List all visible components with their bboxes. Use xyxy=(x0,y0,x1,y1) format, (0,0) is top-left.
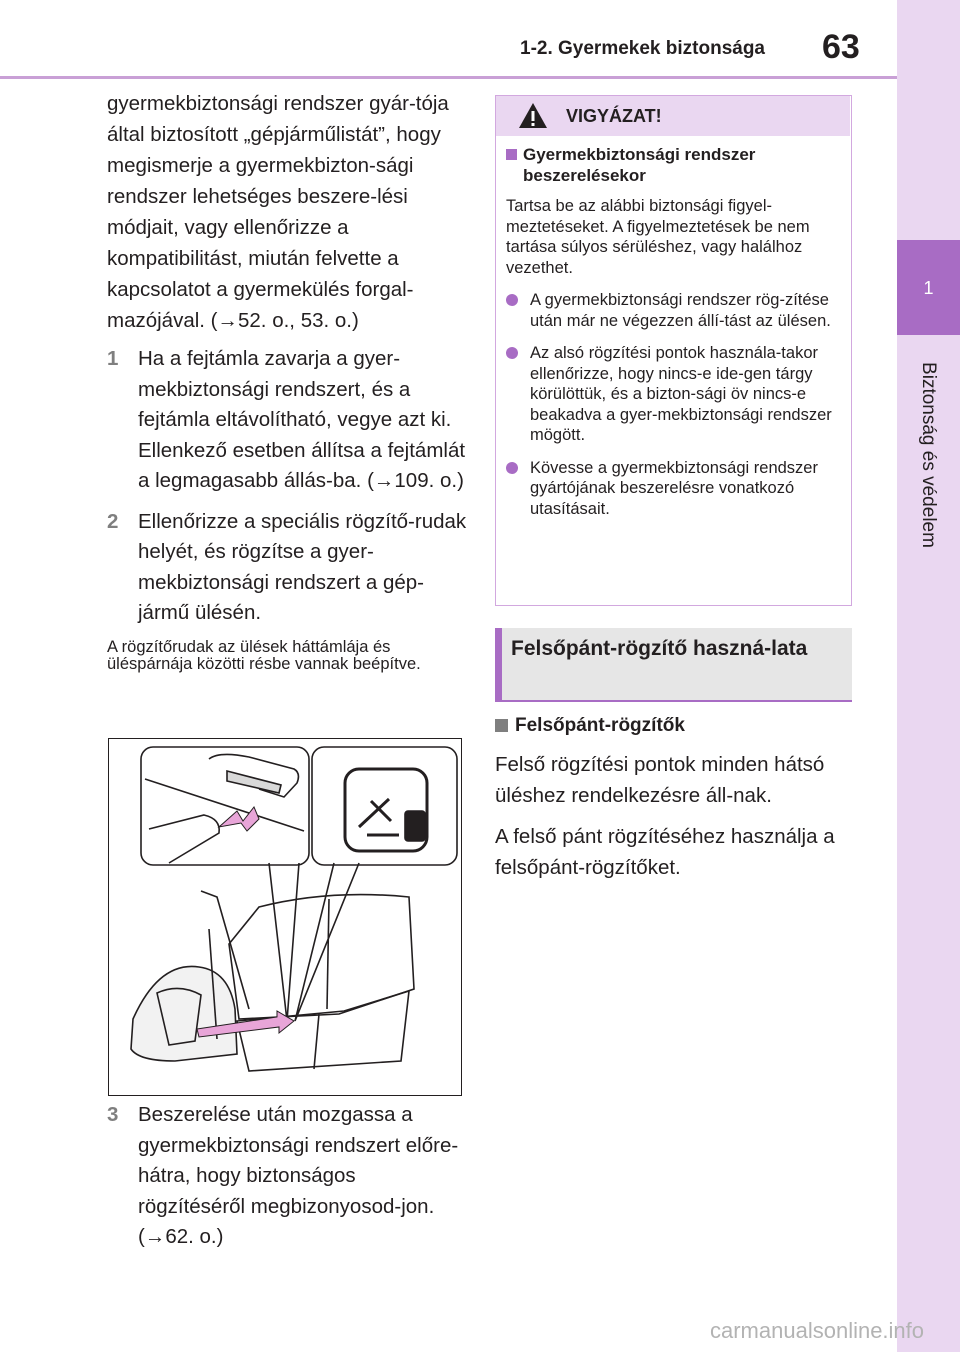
step-text: Beszerelése után mozgassa a gyermekbiztonsági rendszert előre-hátra, hogy biztonságos rögzítéséről megbizonyosod-jon. (→62. o.) xyxy=(138,1103,459,1248)
warning-subheading xyxy=(506,144,836,186)
step-number: 1 xyxy=(107,347,119,370)
section-heading-band xyxy=(495,628,852,702)
warning-intro: Tartsa be az alábbi biztonsági figyel-meztetéseket. A figyelmeztetések be nem tartása súlyos sérüléshez, vagy halálhoz vezethet. xyxy=(506,197,810,277)
step-text: Ellenőrizze a speciális rögzítő-rudak helyét, és rögzítse a gyer-mekbiztonsági rendszert a gép-jármű ülésén. xyxy=(138,509,467,624)
warning-bullet xyxy=(506,458,836,520)
warning-header xyxy=(496,96,850,136)
step-item xyxy=(107,1100,467,1253)
isofix-illustration xyxy=(108,738,462,1096)
step-item xyxy=(107,344,467,497)
warning-bullet-text: Az alsó rögzítési pontok használa-takor ellenőrizze, hogy nincs-e ide-gen tárgy körülöttük, és a bizton-sági öv nincs-e beakadva a gyer-mekbiztonsági rendszer mögött. xyxy=(530,344,832,444)
chapter-tab[interactable] xyxy=(897,240,960,335)
section-accent-bar xyxy=(495,628,502,702)
chapter-number: 1 xyxy=(923,278,934,298)
warning-bullet-text: A gyermekbiztonsági rendszer rög-zítése után már ne végezzen állí-tást az ülésen. xyxy=(530,291,831,330)
warning-content xyxy=(506,144,836,519)
intro-paragraph: gyermekbiztonsági rendszer gyár-tója által biztosított „gépjárműlistát”, hogy megismerje a gyermekbizton-sági rendszer lehetséges beszere-lési módjait, vagy ellenőrizze a kompatibilitást, miután felvette a kapcsolatot a gyermekülés forgal-mazójával. (→52. o., 53. o.) xyxy=(107,92,449,332)
warning-bullet xyxy=(506,290,836,331)
round-bullet-icon xyxy=(506,347,518,359)
right-column xyxy=(495,713,852,883)
warning-title: VIGYÁZAT! xyxy=(566,106,662,126)
header-rule xyxy=(0,76,897,79)
side-bar xyxy=(897,0,960,1352)
subheading xyxy=(495,713,852,739)
section-title: 1-2. Gyermekek biztonsága xyxy=(520,38,765,59)
body-paragraph: A felső pánt rögzítéséhez használja a felsőpánt-rögzítőket. xyxy=(495,825,835,879)
left-column-lower xyxy=(107,1100,467,1253)
warning-bullet-text: Kövesse a gyermekbiztonsági rendszer gyártójának beszerelésre vonatkozó utasításait. xyxy=(530,458,818,518)
body-paragraph: Felső rögzítési pontok minden hátsó üléshez rendelkezésre áll-nak. xyxy=(495,753,825,807)
section-underline xyxy=(495,700,852,702)
square-bullet-icon xyxy=(495,719,508,732)
watermark[interactable]: carmanualsonline.info xyxy=(710,1318,925,1343)
square-bullet-icon xyxy=(506,149,517,160)
page-number: 63 xyxy=(822,28,860,66)
illustration-drawing xyxy=(109,739,463,1097)
chapter-label: Biztonság és védelem xyxy=(918,362,939,548)
warning-triangle-icon xyxy=(518,102,548,129)
warning-bullet xyxy=(506,343,836,446)
round-bullet-icon xyxy=(506,462,518,474)
step-text: Ha a fejtámla zavarja a gyer-mekbiztonsági rendszert, és a fejtámla eltávolítható, vegye azt ki. Ellenkező esetben állítsa a fejtámlát a legmagasabb állás-ba. (→109. o.) xyxy=(138,347,466,492)
warning-subheading-text: Gyermekbiztonsági rendszer beszerelésekor xyxy=(523,145,756,185)
section-heading: Felsőpánt-rögzítő haszná-lata xyxy=(511,637,808,660)
step-number: 2 xyxy=(107,509,119,533)
round-bullet-icon xyxy=(506,294,518,306)
step-item xyxy=(107,507,467,629)
step-number: 3 xyxy=(107,1103,119,1126)
left-column xyxy=(107,88,467,674)
note-text: A rögzítőrudak az ülések háttámlája és üléspárnája közötti résbe vannak beépítve. xyxy=(107,637,421,673)
subheading-text: Felsőpánt-rögzítők xyxy=(515,715,685,736)
warning-box xyxy=(495,95,852,606)
